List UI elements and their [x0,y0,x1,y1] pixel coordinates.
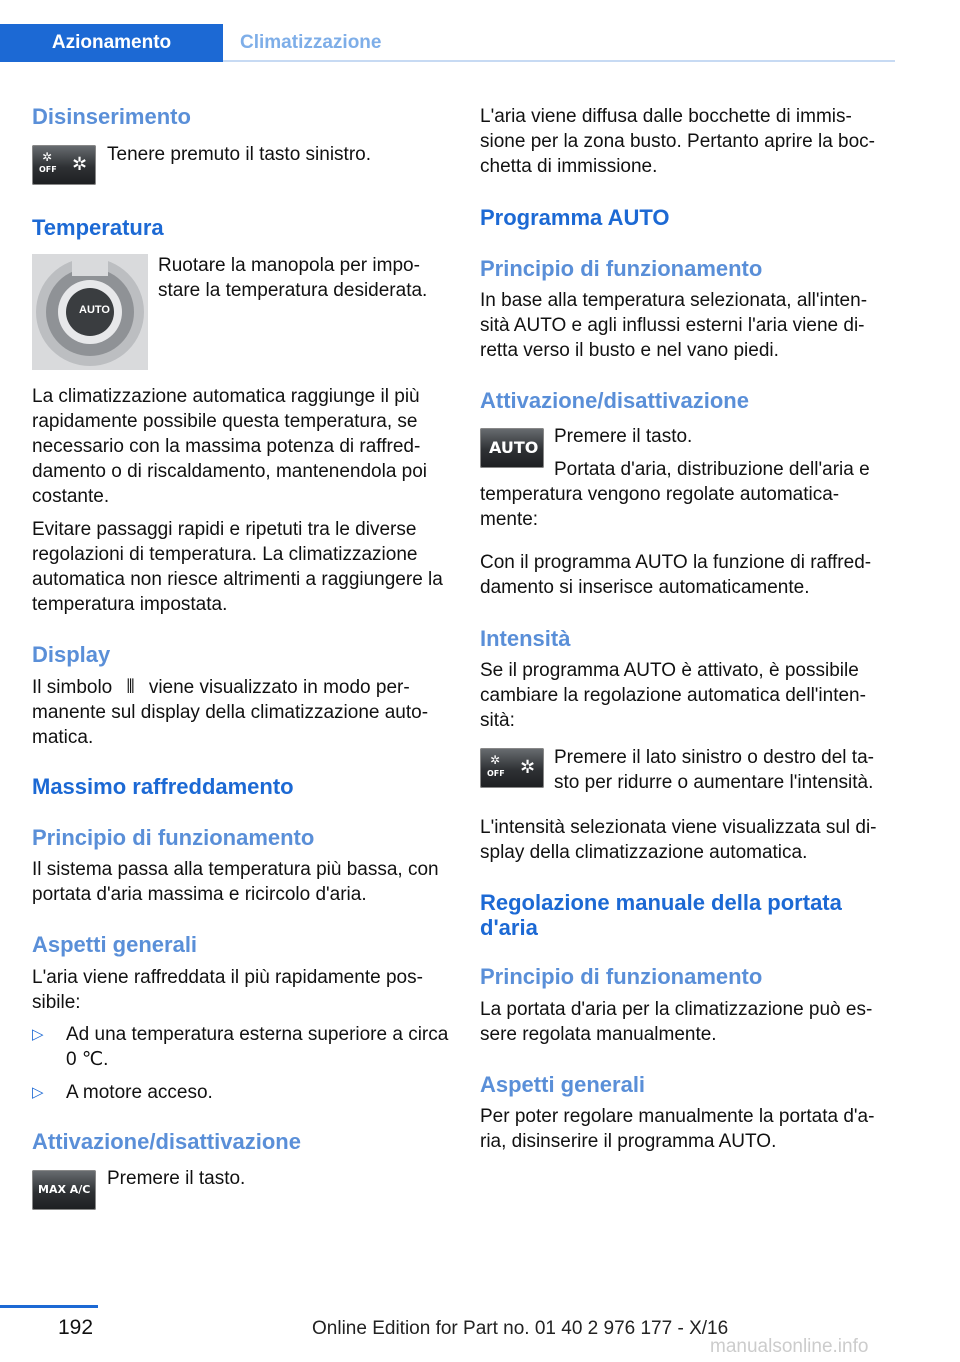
intensita-result-text: L'intensità selezionata viene visualizzata sul di-splay della climatizzazione automatica. [480,817,877,863]
max-ac-label: MAX A/C [38,1183,91,1196]
fan-button-image [32,145,96,185]
auto-button-label: AUTO [489,438,539,457]
list-item: ▷ Ad una temperatura esterna superiore a circa 0 ℃. [32,1024,449,1070]
fan-small-icon: ✲ [490,753,501,767]
intro-right-text: L'aria viene diffusa dalle bocchette di immis-sione per la zona busto. Pertanto aprire la boc-chetta di immissione. [480,106,876,177]
off-label: OFF [487,769,505,778]
heading-principio-right-2: Principio di funzionamento [480,964,763,989]
heading-temperatura: Temperatura [32,215,164,240]
temperature-knob-image [32,254,148,370]
display-text-before: Il simbolo [32,677,113,698]
intensity-button-image [480,748,544,788]
display-text [32,675,450,750]
heading-attivazione-left: Attivazione/disattivazione [32,1129,301,1154]
knob-auto-label: AUTO [79,304,110,316]
edition-footer: Online Edition for Part no. 01 40 2 976 177 - X/16 [312,1318,729,1339]
heading-principio-right: Principio di funzionamento [480,256,763,281]
page-number: 192 [58,1316,94,1339]
heading-regolazione-manuale: Regolazione manuale della portata d'aria [480,890,842,940]
tab-climatizzazione[interactable]: Climatizzazione [240,32,382,53]
fan-small-icon: ✲ [42,150,53,164]
bullet-triangle-icon: ▷ [32,1084,44,1101]
principio-right-text: In base alla temperatura selezionata, all'inten-sità AUTO e agli influssi esterni l'aria viene di-retta verso il busto e nel vano piedi. [480,290,868,361]
header-divider [223,60,895,62]
heading-principio-left: Principio di funzionamento [32,825,315,850]
principio-left-text: Il sistema passa alla temperatura più bassa, con portata d'aria massima e ricircolo d'aria. [32,859,439,905]
heading-programma-auto: Programma AUTO [480,205,670,230]
bullet-triangle-icon: ▷ [32,1026,44,1043]
con-programma-text: Con il programma AUTO la funzione di raffred-damento si inserisce automaticamente. [480,552,872,598]
max-ac-button-image [32,1170,96,1210]
heading-display: Display [32,642,111,667]
watermark: manualsonline.info [710,1336,869,1357]
list-item: ▷ A motore acceso. [32,1082,213,1103]
temperatura-paragraph-1: La climatizzazione automatica raggiunge il più rapidamente possibile questa temperatura, se necessario con la massima potenza di raffred-damento o di riscaldamento, mantenendola poi costante. [32,386,428,507]
heading-aspetti-right: Aspetti generali [480,1072,646,1097]
heading-intensita: Intensità [480,626,571,651]
attivazione-left-text: Premere il tasto. [107,1168,246,1189]
display-text-after: viene visualizzato in modo per-manente sul display della climatizzazione auto-matica. [32,677,429,748]
attivazione-right-text-2: Portata d'aria, distribuzione dell'aria e temperatura vengono regolate automatica-mente: [480,459,870,530]
heading-disinserimento: Disinserimento [32,104,191,129]
tab-azionamento[interactable]: Azionamento [0,24,223,62]
aspetti-right-text: Per poter regolare manualmente la portata d'a-ria, disinserire il programma AUTO. [480,1106,875,1152]
heading-massimo-raffreddamento: Massimo raffreddamento [32,774,294,799]
header-bar [0,0,960,64]
fan-large-icon: ✲ [520,757,536,777]
aspetti-left-text: L'aria viene raffreddata il più rapidamente pos-sibile: [32,967,423,1013]
off-label: OFF [39,165,57,174]
principio-right-2-text: La portata d'aria per la climatizzazione può es-sere regolata manualmente. [480,999,873,1045]
attivazione-right-text-1: Premere il tasto. [554,426,693,447]
heading-attivazione-right: Attivazione/disattivazione [480,388,749,413]
disinserimento-text: Tenere premuto il tasto sinistro. [107,144,372,165]
intensita-button-text: Premere il lato sinistro o destro del ta-sto per ridurre o aumentare l'intensità. [554,747,874,793]
temperatura-paragraph-2: Evitare passaggi rapidi e ripetuti tra le diverse regolazioni di temperatura. La climatizzazione automatica non riesce altrimenti a raggiungere la temperatura impostata. [32,519,443,615]
heading-aspetti-left: Aspetti generali [32,932,198,957]
max-cooling-symbol-icon: ⦀ [126,677,135,698]
page-number-rule [0,1305,98,1308]
temperatura-text: Ruotare la manopola per impo- stare la temperatura desiderata. [158,255,428,301]
intensita-text: Se il programma AUTO è attivato, è possibile cambiare la regolazione automatica dell'inten-sità: [480,660,866,731]
fan-large-icon: ✲ [72,154,88,174]
